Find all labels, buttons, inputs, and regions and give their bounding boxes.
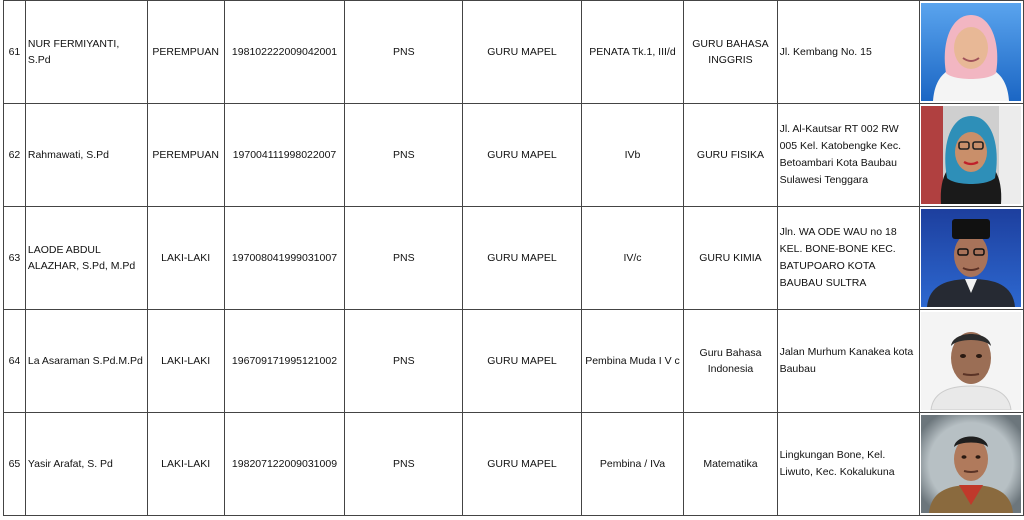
- cell-name: NUR FERMIYANTI, S.Pd: [25, 1, 147, 104]
- cell-no: 63: [4, 207, 26, 310]
- cell-subject: GURU KIMIA: [684, 207, 777, 310]
- cell-type: GURU MAPEL: [463, 104, 581, 207]
- cell-gender: LAKI-LAKI: [147, 310, 224, 413]
- cell-rank: PENATA Tk.1, III/d: [581, 1, 684, 104]
- cell-type: GURU MAPEL: [463, 413, 581, 516]
- cell-rank: IVb: [581, 104, 684, 207]
- cell-no: 64: [4, 310, 26, 413]
- teacher-table: [3, 0, 1024, 516]
- cell-status: PNS: [345, 413, 463, 516]
- portrait-woman-pink-hijab-icon: [921, 3, 1021, 101]
- cell-no: 65: [4, 413, 26, 516]
- portrait-man-scout-uniform-icon: [921, 415, 1021, 513]
- cell-type: GURU MAPEL: [463, 310, 581, 413]
- cell-nip: 196709171995121002: [224, 310, 345, 413]
- cell-photo: [919, 1, 1023, 104]
- cell-rank: IV/c: [581, 207, 684, 310]
- cell-nip: 198207122009031009: [224, 413, 345, 516]
- cell-address: Jln. WA ODE WAU no 18 KEL. BONE-BONE KEC. BATUPOARO KOTA BAUBAU SULTRA: [777, 207, 919, 310]
- portrait-man-black-cap-icon: [921, 209, 1021, 307]
- table-row: [4, 310, 1024, 413]
- cell-photo: [919, 413, 1023, 516]
- cell-status: PNS: [345, 104, 463, 207]
- cell-name: Rahmawati, S.Pd: [25, 104, 147, 207]
- cell-name: LAODE ABDUL ALAZHAR, S.Pd, M.Pd: [25, 207, 147, 310]
- cell-address: Lingkungan Bone, Kel. Liwuto, Kec. Kokalukuna: [777, 413, 919, 516]
- cell-subject: Guru Bahasa Indonesia: [684, 310, 777, 413]
- cell-subject: GURU BAHASA INGGRIS: [684, 1, 777, 104]
- table-row: [4, 413, 1024, 516]
- cell-photo: [919, 310, 1023, 413]
- cell-no: 62: [4, 104, 26, 207]
- portrait-man-white-background-icon: [921, 312, 1021, 410]
- portrait-woman-blue-hijab-icon: [921, 106, 1021, 204]
- cell-status: PNS: [345, 207, 463, 310]
- cell-gender: PEREMPUAN: [147, 104, 224, 207]
- cell-name: La Asaraman S.Pd.M.Pd: [25, 310, 147, 413]
- cell-nip: 197004111998022007: [224, 104, 345, 207]
- cell-type: GURU MAPEL: [463, 1, 581, 104]
- cell-name: Yasir Arafat, S. Pd: [25, 413, 147, 516]
- table-row: [4, 207, 1024, 310]
- table-row: [4, 1, 1024, 104]
- cell-address: Jalan Murhum Kanakea kota Baubau: [777, 310, 919, 413]
- cell-nip: 198102222009042001: [224, 1, 345, 104]
- cell-gender: LAKI-LAKI: [147, 207, 224, 310]
- cell-gender: LAKI-LAKI: [147, 413, 224, 516]
- cell-subject: Matematika: [684, 413, 777, 516]
- cell-rank: Pembina / IVa: [581, 413, 684, 516]
- cell-photo: [919, 104, 1023, 207]
- cell-status: PNS: [345, 1, 463, 104]
- cell-rank: Pembina Muda I V c: [581, 310, 684, 413]
- cell-address: Jl. Al-Kautsar RT 002 RW 005 Kel. Katobengke Kec. Betoambari Kota Baubau Sulawesi Tenggara: [777, 104, 919, 207]
- cell-photo: [919, 207, 1023, 310]
- cell-status: PNS: [345, 310, 463, 413]
- cell-address: Jl. Kembang No. 15: [777, 1, 919, 104]
- cell-gender: PEREMPUAN: [147, 1, 224, 104]
- table-row: [4, 104, 1024, 207]
- cell-nip: 197008041999031007: [224, 207, 345, 310]
- cell-no: 61: [4, 1, 26, 104]
- cell-type: GURU MAPEL: [463, 207, 581, 310]
- cell-subject: GURU FISIKA: [684, 104, 777, 207]
